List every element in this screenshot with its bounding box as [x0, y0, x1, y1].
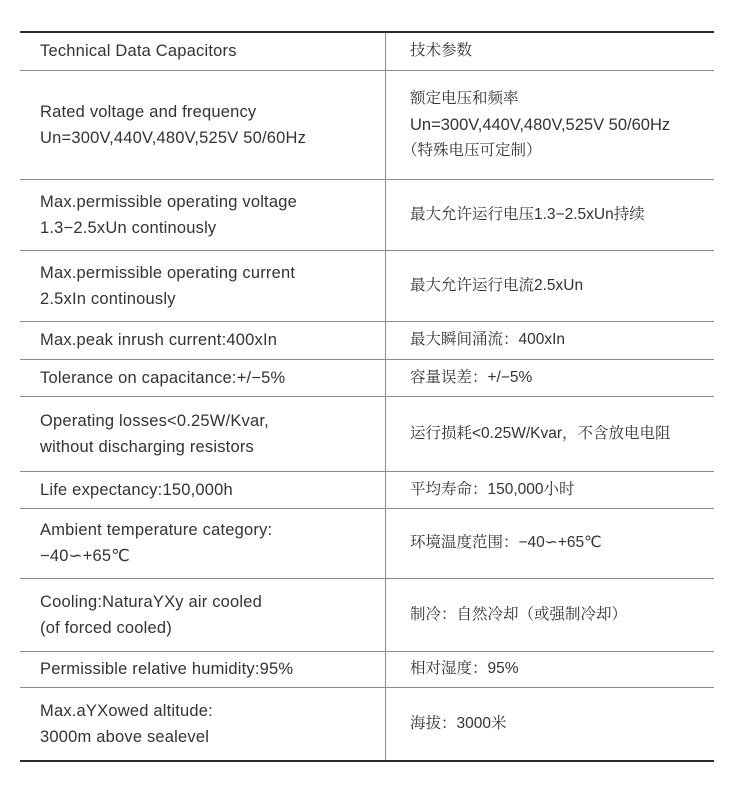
table-row: [20, 687, 714, 761]
spec-text: −40∽+65℃: [40, 547, 130, 565]
spec-cell-zh: [386, 651, 715, 687]
spec-cell-en: [20, 250, 386, 321]
spec-text: Technical Data Capacitors: [40, 42, 237, 61]
spec-text: 最大瞬间涌流：400xIn: [410, 331, 566, 348]
spec-text: Max.permissible operating current: [40, 263, 296, 282]
spec-cell-zh: [386, 32, 715, 70]
spec-cell-zh: [386, 250, 715, 321]
table-row: [20, 359, 714, 396]
spec-cell-zh: [386, 508, 715, 578]
spec-text: Cooling:NaturaYXy air cooled: [40, 592, 263, 611]
spec-cell-en: [20, 508, 386, 578]
spec-text: Operating losses<0.25W/Kvar,: [40, 411, 269, 430]
spec-text: 最大允许运行电流2.5xUn: [410, 276, 584, 294]
spec-text: Un=300V,440V,480V,525V 50/60Hz: [40, 128, 307, 147]
spec-text: 3000m above sealevel: [40, 727, 210, 746]
spec-cell-zh: [386, 578, 715, 651]
spec-text: 相对湿度：95%: [410, 660, 519, 677]
spec-text: 额定电压和频率: [410, 89, 519, 107]
spec-cell-zh: [386, 396, 715, 471]
table-row: [20, 651, 714, 687]
spec-cell-en: [20, 359, 386, 396]
spec-cell-zh: [386, 471, 715, 508]
table-row: [20, 396, 714, 471]
table-row: [20, 70, 714, 179]
spec-text: 2.5xIn continously: [40, 289, 176, 308]
table-row: [20, 179, 714, 250]
spec-text: 环境温度范围：−40∽+65℃: [410, 534, 602, 551]
spec-text: （特殊电压可定制）: [402, 141, 542, 159]
spec-text: Life expectancy:150,000h: [40, 480, 233, 499]
spec-cell-en: [20, 471, 386, 508]
spec-text: Max.aYXowed altitude:: [40, 701, 213, 720]
spec-text: Permissible relative humidity:95%: [40, 660, 294, 678]
spec-cell-zh: [386, 359, 715, 396]
spec-cell-zh: [386, 687, 715, 761]
table-row: [20, 508, 714, 578]
spec-cell-en: [20, 687, 386, 761]
spec-text: 制冷：自然冷却（或强制冷却）: [410, 605, 628, 623]
spec-text: 容量误差：+/−5%: [410, 368, 533, 386]
spec-text: Tolerance on capacitance:+/−5%: [40, 368, 286, 387]
spec-cell-zh: [386, 321, 715, 359]
table-row: [20, 32, 714, 70]
table-row: [20, 471, 714, 508]
spec-text: Rated voltage and frequency: [40, 102, 257, 121]
table-row: [20, 321, 714, 359]
spec-cell-en: [20, 70, 386, 179]
spec-cell-en: [20, 578, 386, 651]
spec-text: 平均寿命：150,000小时: [410, 480, 575, 498]
spec-cell-en: [20, 396, 386, 471]
table-row: [20, 250, 714, 321]
spec-cell-en: [20, 651, 386, 687]
spec-cell-en: [20, 321, 386, 359]
spec-text: Max.peak inrush current:400xIn: [40, 331, 278, 349]
technical-data-table: [20, 31, 714, 762]
spec-cell-en: [20, 179, 386, 250]
spec-text: Max.permissible operating voltage: [40, 192, 297, 211]
spec-text: (of forced cooled): [40, 618, 172, 637]
spec-text: 最大允许运行电压1.3−2.5xUn持续: [410, 205, 645, 223]
spec-cell-zh: [386, 179, 715, 250]
spec-text: 运行损耗<0.25W/Kvar，不含放电电阻: [410, 424, 671, 442]
spec-text: 海拔：3000米: [410, 714, 507, 732]
table-row: [20, 578, 714, 651]
spec-text: 1.3−2.5xUn continously: [40, 218, 217, 237]
spec-text: Un=300V,440V,480V,525V 50/60Hz: [410, 115, 671, 134]
spec-cell-en: [20, 32, 386, 70]
spec-cell-zh: [386, 70, 715, 179]
spec-text: 技术参数: [410, 42, 473, 60]
spec-text: without discharging resistors: [40, 437, 254, 456]
spec-text: Ambient temperature category:: [40, 521, 273, 539]
